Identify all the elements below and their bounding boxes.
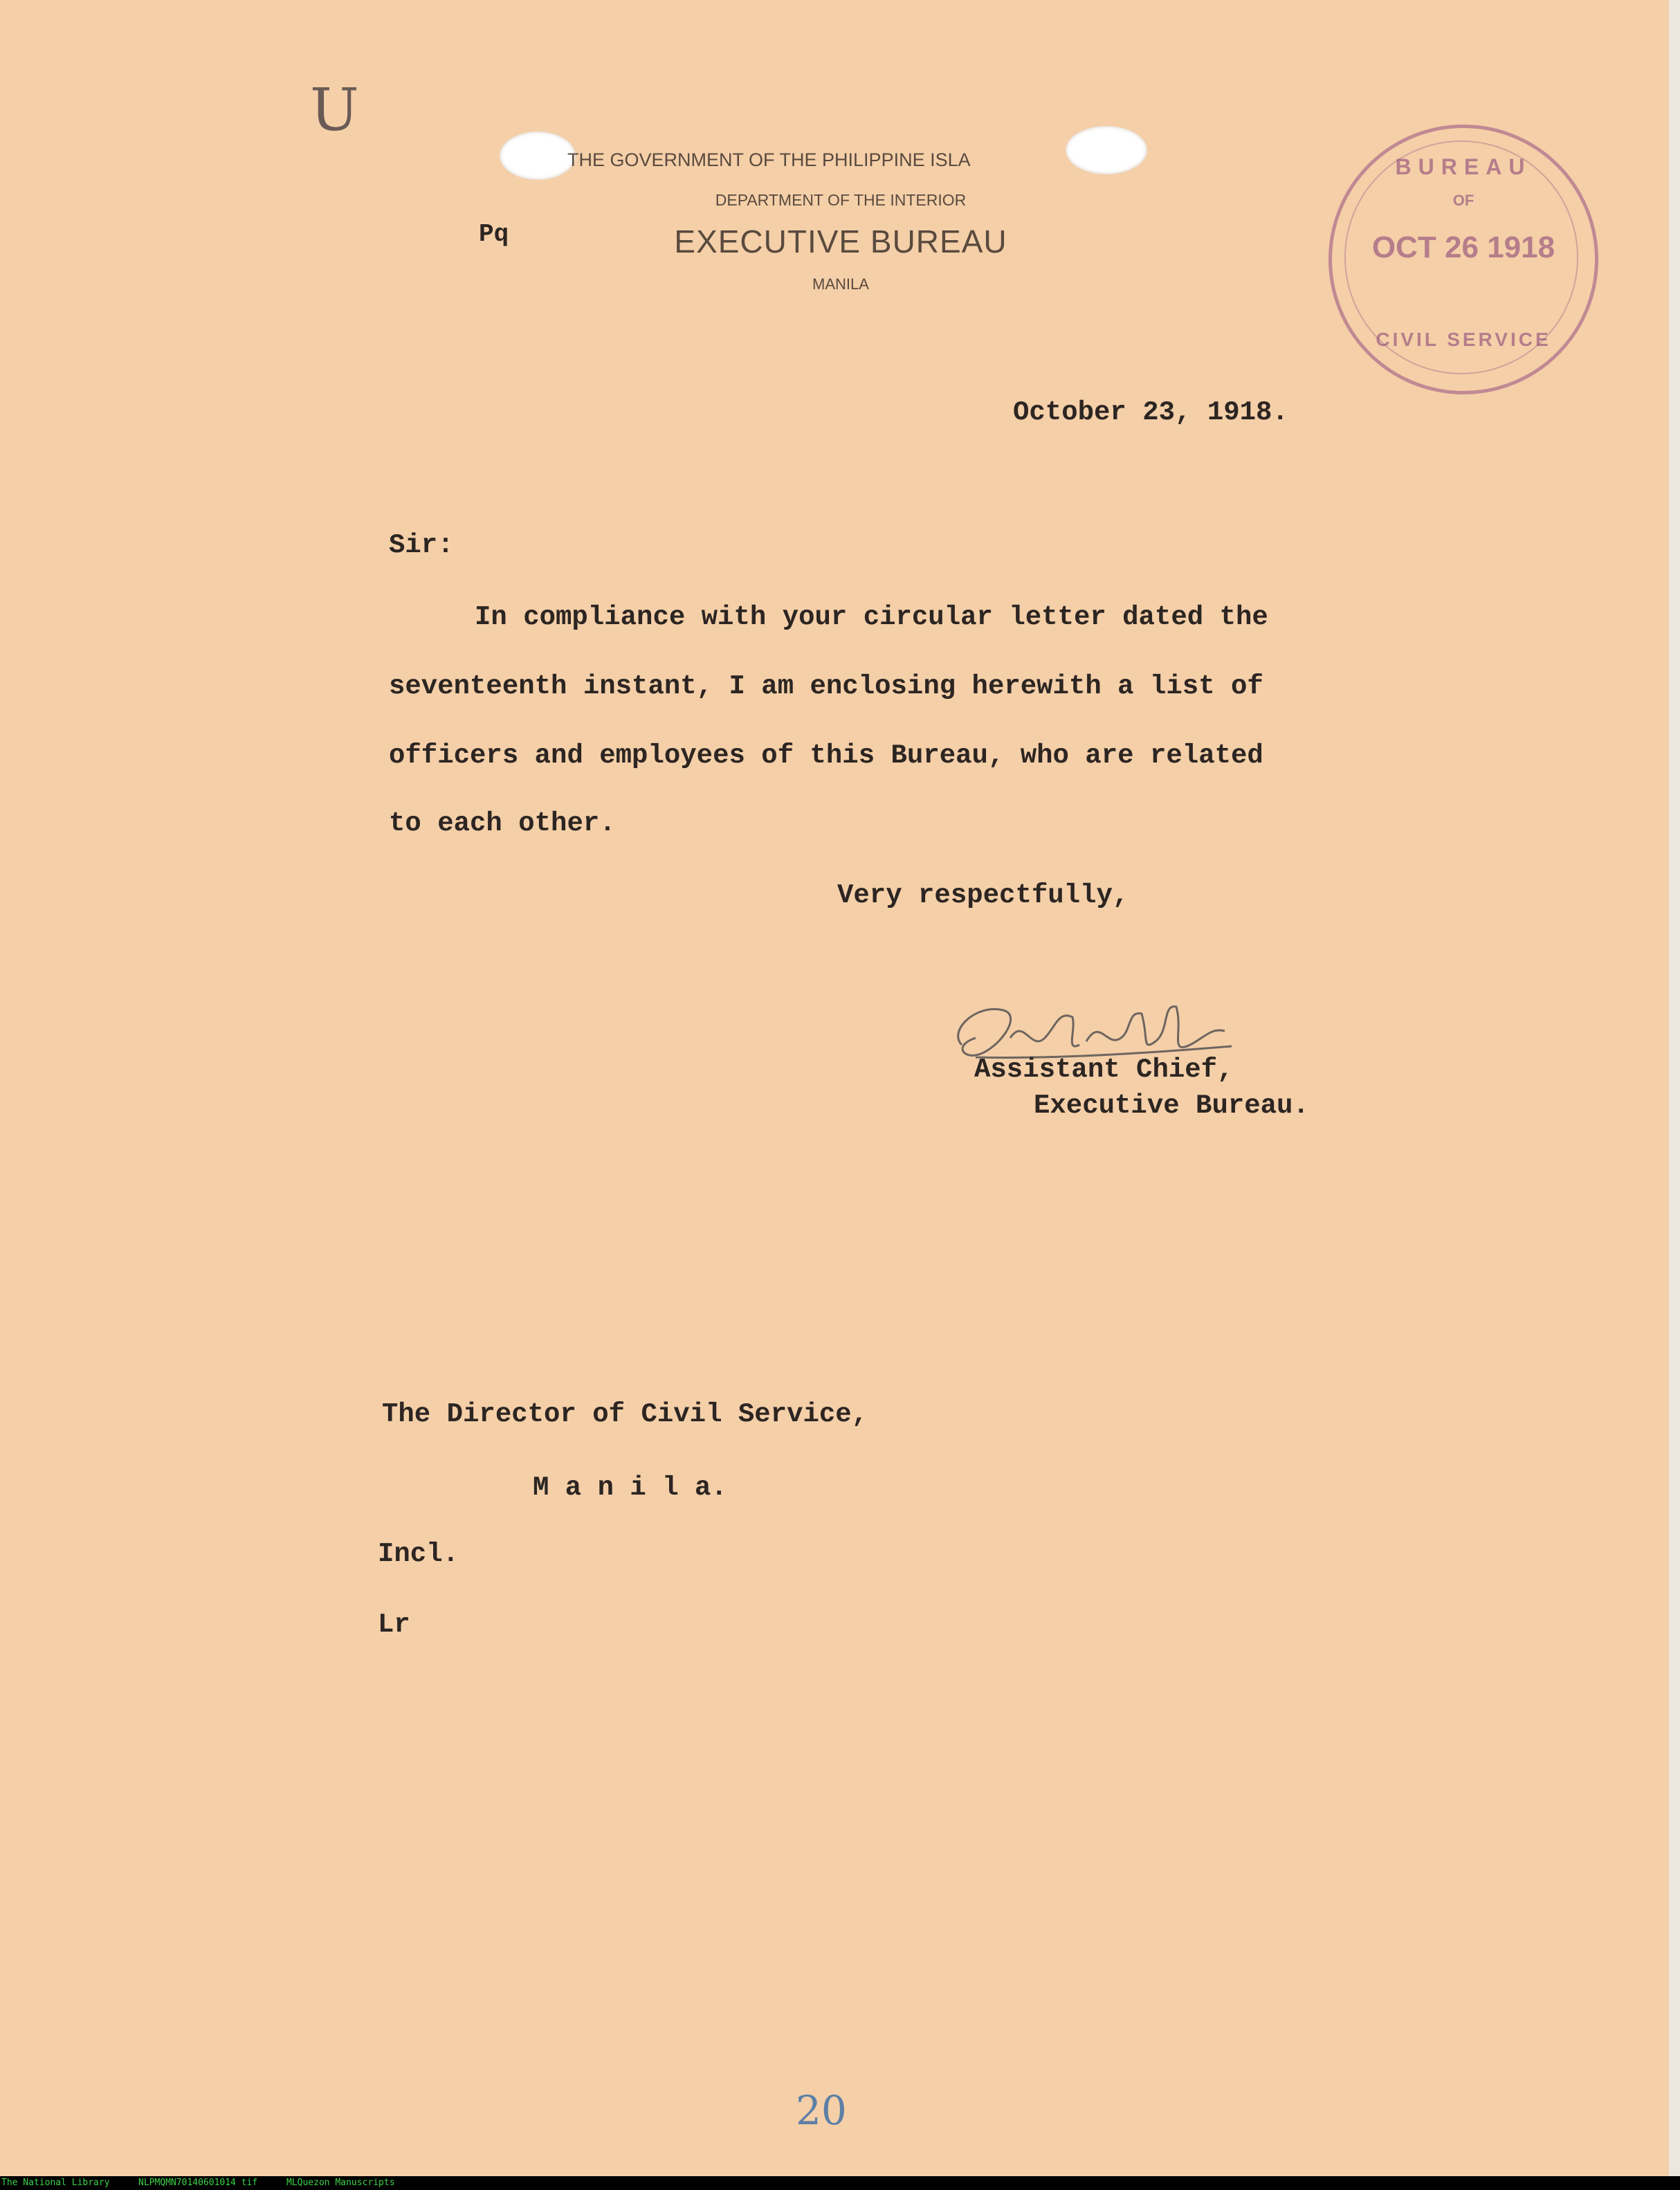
body-line: to each other. — [389, 808, 616, 839]
closing: Very respectfully, — [837, 880, 1129, 911]
recipient: The Director of Civil Service, — [382, 1399, 868, 1430]
letter-date: October 23, 1918. — [1013, 397, 1288, 428]
body-line: officers and employees of this Bureau, who are related — [389, 740, 1263, 771]
signature-title-1: Assistant Chief, — [974, 1055, 1234, 1085]
typist-initials: Lr — [378, 1609, 410, 1640]
signature-title-2: Executive Bureau. — [1034, 1091, 1309, 1121]
stamp-top: BUREAU — [1395, 154, 1532, 179]
stamp-middle: OF — [1452, 192, 1474, 209]
page-edge — [1669, 0, 1680, 2176]
footer-library: The National Library — [1, 2178, 110, 2188]
enclosure: Incl. — [378, 1539, 459, 1569]
body-line: In compliance with your circular letter dated the — [475, 602, 1268, 632]
recipient-city: M a n i l a. — [533, 1472, 727, 1503]
stamp-bottom: CIVIL SERVICE — [1376, 329, 1551, 350]
pencil-mark: U — [310, 76, 359, 144]
letterhead-government: THE GOVERNMENT OF THE PHILIPPINE ISLA — [567, 149, 971, 170]
received-stamp — [1329, 125, 1598, 394]
footer-file: NLPMQMN70140601014 tif — [138, 2178, 258, 2188]
letterhead-bureau: EXECUTIVE BUREAU — [674, 223, 1007, 259]
footer-collection: MLQuezon Manuscripts — [286, 2178, 395, 2188]
punch-hole-left — [500, 131, 576, 180]
body-line: seventeenth instant, I am enclosing herewith a list of — [389, 671, 1263, 702]
salutation: Sir: — [389, 530, 454, 560]
letterhead-city: MANILA — [812, 275, 869, 293]
pq-annotation: Pq — [479, 220, 509, 248]
stamp-date: OCT 26 1918 — [1371, 230, 1555, 264]
letterhead-department: DEPARTMENT OF THE INTERIOR — [715, 191, 967, 209]
archive-footer — [0, 2176, 1680, 2190]
page-number: 20 — [796, 2087, 847, 2134]
